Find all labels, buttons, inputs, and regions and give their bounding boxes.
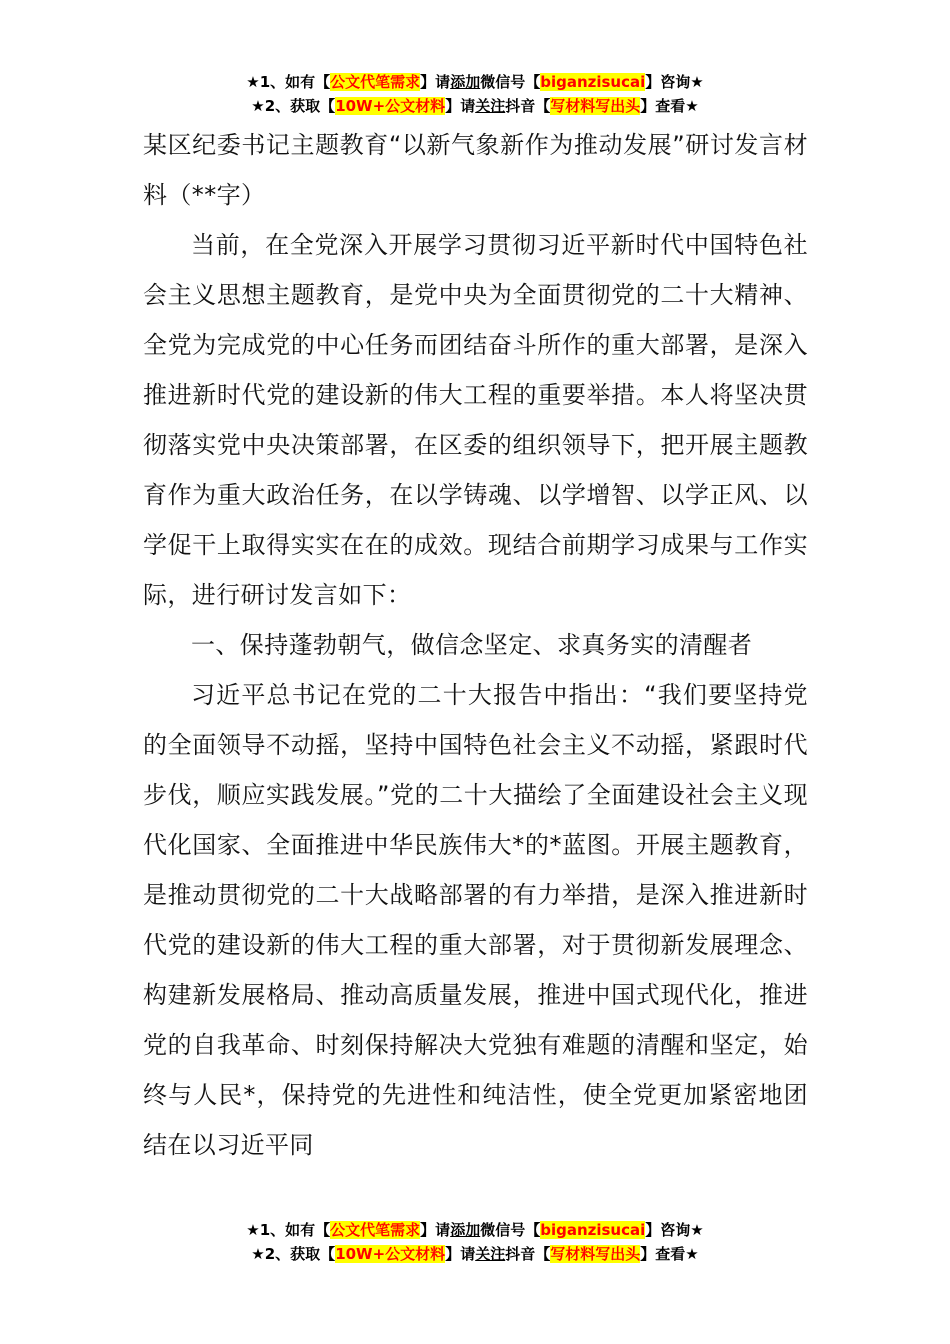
banner-text: ★2、获取【 (251, 97, 336, 115)
underlined-text: 添加 (450, 73, 481, 91)
banner-line-2 (0, 94, 950, 118)
banner-line-1 (0, 1218, 950, 1242)
banner-text: 】查看★ (640, 1245, 699, 1263)
document-title: 某区纪委书记主题教育“以新气象新作为推动发展”研讨发言材料（**字） (143, 131, 808, 209)
header-banner (0, 70, 950, 118)
banner-text: 】咨询★ (645, 1221, 704, 1239)
wechat-id: biganzisucai (540, 73, 646, 91)
banner-text: 抖音【 (505, 97, 551, 115)
section-heading: 一、保持蓬勃朝气，做信念坚定、求真务实的清醒者 (191, 631, 753, 659)
banner-text: 微信号【 (480, 1221, 541, 1239)
highlight-text: 10W+公文材料 (335, 97, 446, 115)
banner-text: 】请 (445, 1245, 476, 1263)
document-body (143, 120, 808, 1170)
body-paragraph: 当前，在全党深入开展学习贯彻习近平新时代中国特色社会主义思想主题教育，是党中央为全面贯彻党的二十大精神、全党为完成党的中心任务而团结奋斗所作的重大部署，是深入推进新时代党的建设新的伟大工程的重要举措。本人将坚决贯彻落实党中央决策部署，在区委的组织领导下，把开展主题教育作为重大政治任务，在以学铸魂、以学增智、以学正风、以学促干上取得实实在在的成效。现结合前期学习成果与工作实际，进行研讨发言如下： (143, 231, 808, 609)
banner-text: ★1、如有【 (246, 73, 331, 91)
underlined-text: 添加 (450, 1221, 481, 1239)
banner-line-2 (0, 1242, 950, 1266)
underlined-text: 关注 (475, 1245, 506, 1263)
banner-text: 】请 (420, 1221, 451, 1239)
douyin-account: 写材料写出头 (550, 1245, 641, 1263)
banner-text: 】咨询★ (645, 73, 704, 91)
banner-text: ★2、获取【 (251, 1245, 336, 1263)
banner-text: 】请 (420, 73, 451, 91)
wechat-id: biganzisucai (540, 1221, 646, 1239)
footer-banner (0, 1218, 950, 1266)
highlight-text: 10W+公文材料 (335, 1245, 446, 1263)
underlined-text: 关注 (475, 97, 506, 115)
highlight-text: 公文代笔需求 (330, 1221, 421, 1239)
banner-text: 微信号【 (480, 73, 541, 91)
body-paragraph: 习近平总书记在党的二十大报告中指出：“我们要坚持党的全面领导不动摇，坚持中国特色社会主义不动摇，紧跟时代步伐，顺应实践发展。”党的二十大描绘了全面建设社会主义现代化国家、全面推进中华民族伟大*的*蓝图。开展主题教育，是推动贯彻党的二十大战略部署的有力举措，是深入推进新时代党的建设新的伟大工程的重大部署，对于贯彻新发展理念、构建新发展格局、推动高质量发展，推进中国式现代化，推进党的自我革命、时刻保持解决大党独有难题的清醒和坚定，始终与人民*，保持党的先进性和纯洁性，使全党更加紧密地团结在以习近平同 (143, 681, 808, 1159)
banner-text: 】请 (445, 97, 476, 115)
banner-line-1 (0, 70, 950, 94)
banner-text: ★1、如有【 (246, 1221, 331, 1239)
highlight-text: 公文代笔需求 (330, 73, 421, 91)
banner-text: 】查看★ (640, 97, 699, 115)
douyin-account: 写材料写出头 (550, 97, 641, 115)
banner-text: 抖音【 (505, 1245, 551, 1263)
